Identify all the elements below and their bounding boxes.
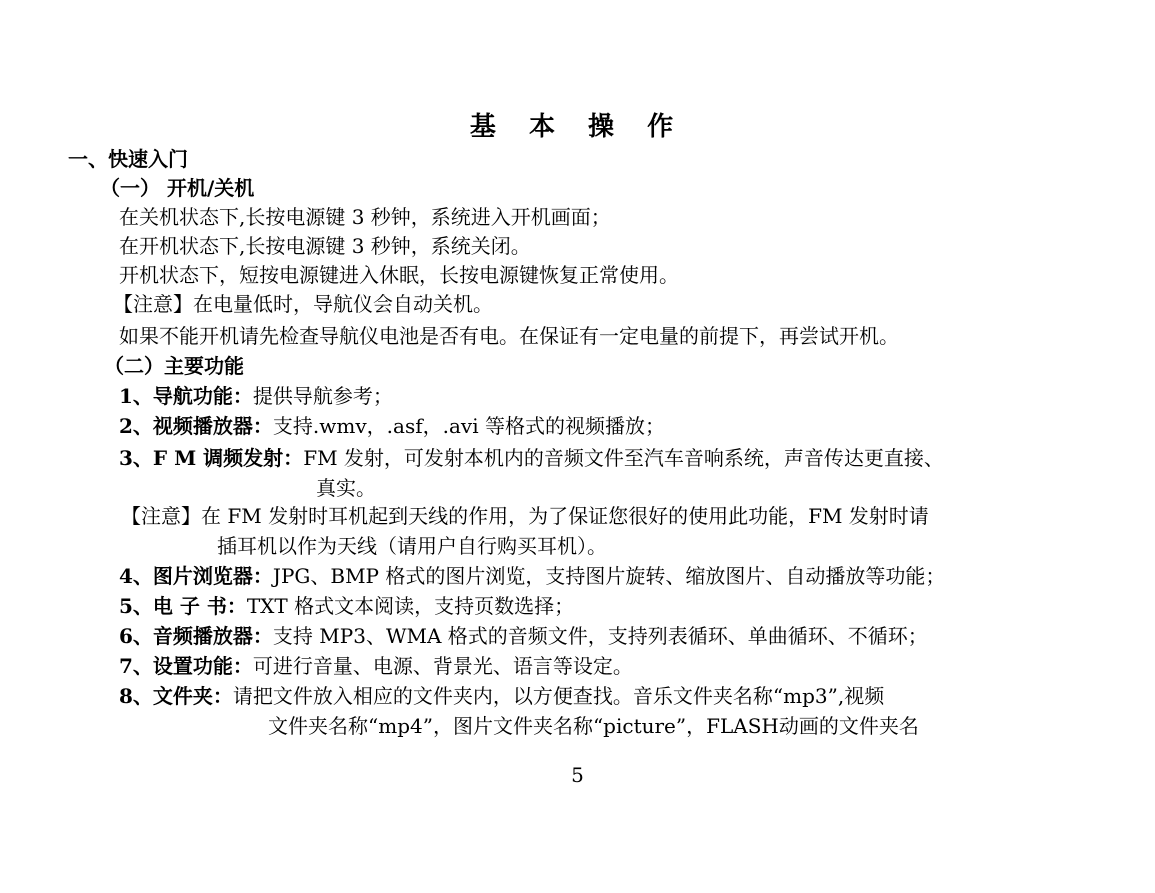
feature-item-navigation — [119, 382, 393, 410]
feature-label: 1、导航功能： — [119, 384, 253, 408]
feature-item-settings — [119, 652, 633, 680]
feature-text: 可进行音量、电源、背景光、语言等设定。 — [252, 654, 633, 678]
feature-label: 5、电 子 书： — [119, 594, 247, 618]
power-note: 【注意】在电量低时，导航仪会自动关机。 — [113, 292, 493, 316]
fm-note-continuation: 插耳机以作为天线（请用户自行购买耳机）。 — [217, 534, 607, 558]
power-line-5: 如果不能开机请先检查导航仪电池是否有电。在保证有一定电量的前提下，再尝试开机。 — [119, 324, 899, 348]
feature-text: JPG、BMP 格式的图片浏览，支持图片旋转、缩放图片、自动播放等功能； — [272, 564, 946, 588]
feature-text: 支持.wmv，.asf，.avi 等格式的视频播放； — [272, 414, 665, 438]
feature-text: 提供导航参考； — [252, 384, 393, 408]
feature-text: FM 发射，可发射本机内的音频文件至汽车音响系统，声音传达更直接、 — [303, 446, 944, 470]
section-heading-quick-start: 一、快速入门 — [68, 147, 188, 171]
feature-label: 4、图片浏览器： — [119, 564, 273, 588]
feature-item-picture — [119, 562, 945, 590]
feature-label: 3、F M 调频发射： — [119, 446, 304, 470]
page-number: 5 — [571, 763, 584, 787]
feature-item-ebook — [119, 592, 574, 620]
feature-item-folder — [119, 682, 884, 710]
feature-item-audio — [119, 622, 928, 650]
feature-item-video — [119, 412, 665, 440]
feature-item-fm — [119, 444, 944, 472]
feature-folder-continuation: 文件夹名称“mp4”，图片文件夹名称“picture”，FLASH动画的文件夹名 — [268, 714, 919, 738]
power-line-1: 在关机状态下,长按电源键 3 秒钟，系统进入开机画面； — [119, 205, 611, 229]
feature-text: 支持 MP3、WMA 格式的音频文件，支持列表循环、单曲循环、不循环； — [272, 624, 928, 648]
subsection-heading-features: （二）主要功能 — [104, 354, 244, 378]
feature-label: 8、文件夹： — [119, 684, 233, 708]
power-line-3: 开机状态下，短按电源键进入休眠，长按电源键恢复正常使用。 — [119, 263, 679, 287]
feature-label: 6、音频播放器： — [119, 624, 273, 648]
subsection-heading-power: （一） 开机/关机 — [100, 176, 255, 200]
feature-text: 请把文件放入相应的文件夹内，以方便查找。音乐文件夹名称“mp3”,视频 — [232, 684, 885, 708]
power-line-2: 在开机状态下,长按电源键 3 秒钟，系统关闭。 — [119, 234, 531, 258]
page-title: 基 本 操 作 — [469, 112, 686, 142]
feature-text: TXT 格式文本阅读，支持页数选择； — [246, 594, 575, 618]
feature-label: 2、视频播放器： — [119, 414, 273, 438]
fm-note: 【注意】在 FM 发射时耳机起到天线的作用，为了保证您很好的使用此功能，FM 发射时请 — [121, 504, 929, 528]
feature-label: 7、设置功能： — [119, 654, 253, 678]
feature-fm-continuation: 真实。 — [316, 476, 376, 500]
